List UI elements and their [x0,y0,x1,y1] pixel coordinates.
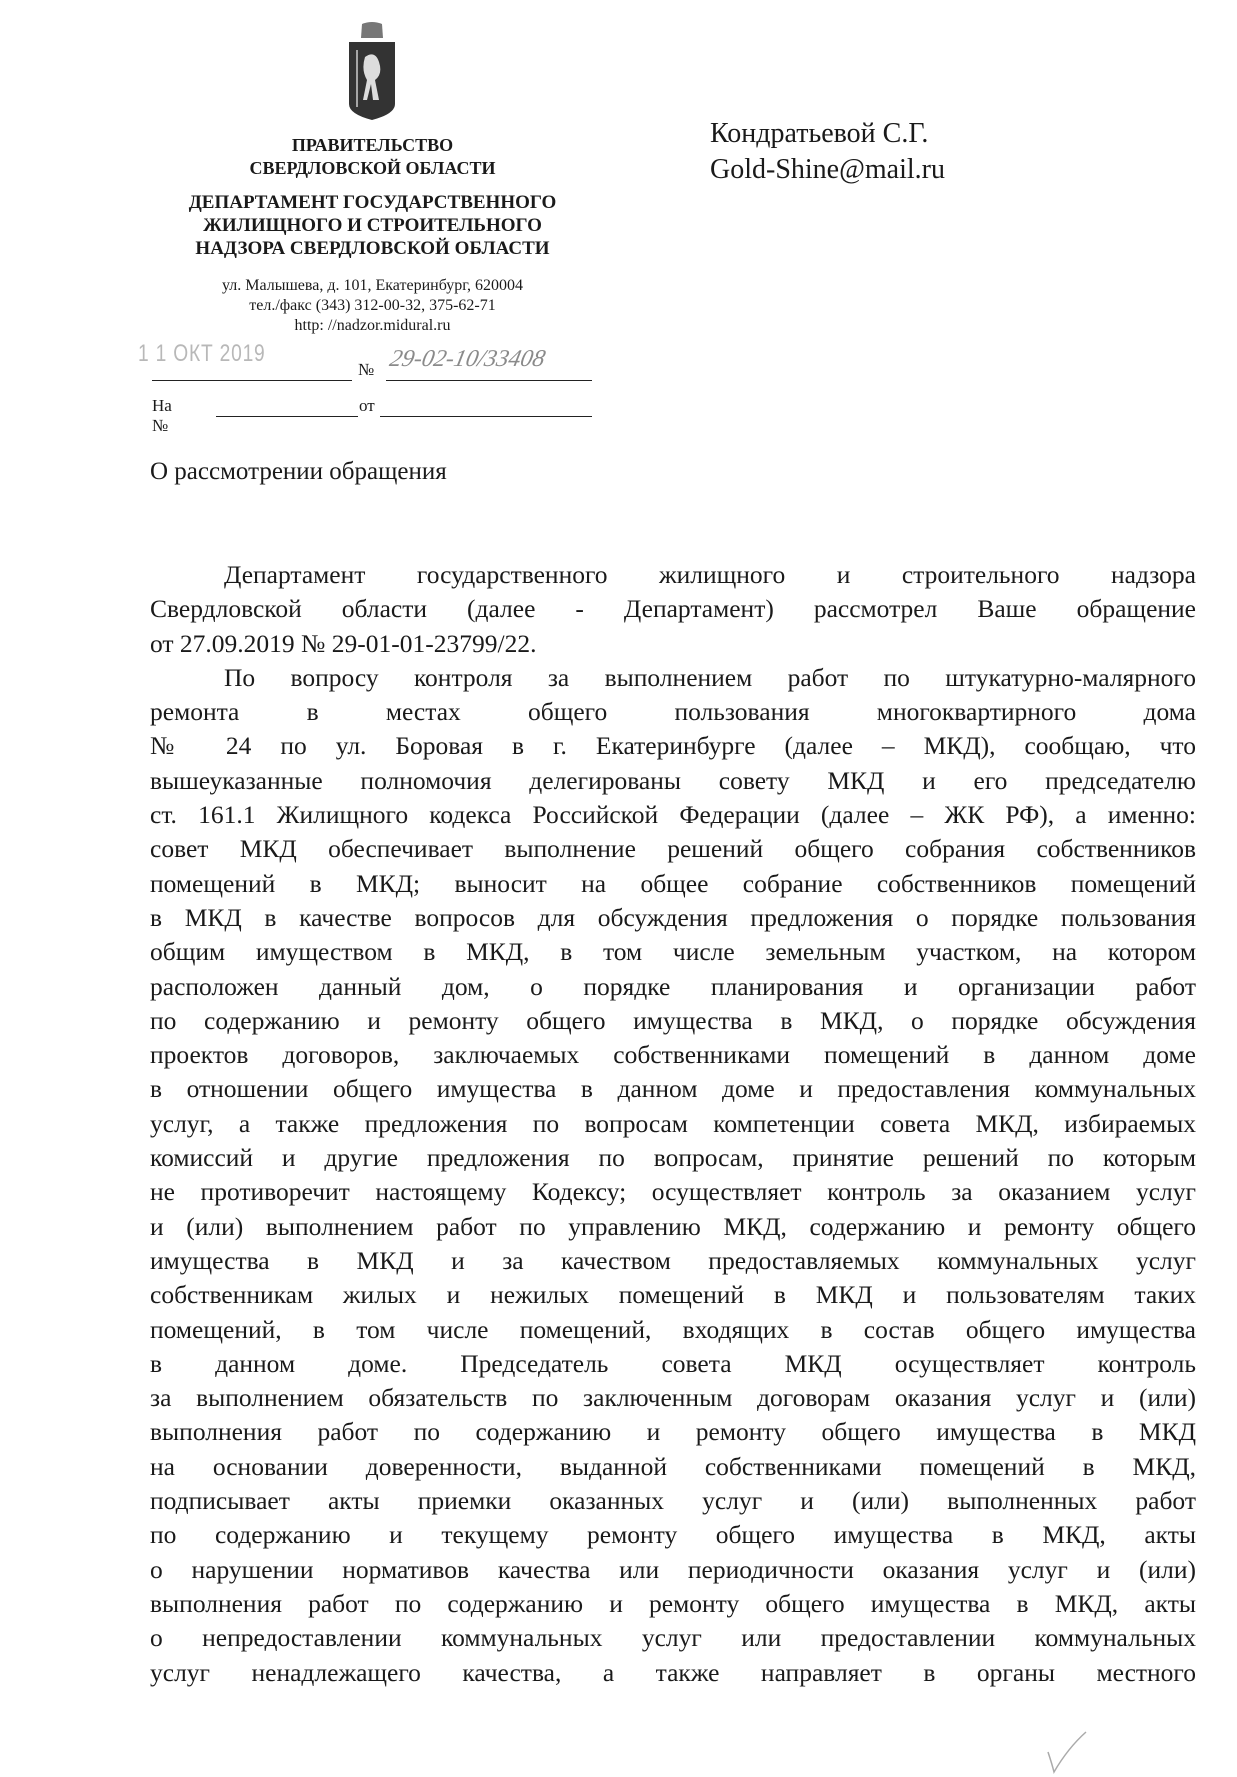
paragraph-line: совет МКД обеспечивает выполнение решений общего собрания собственников [150,834,1196,864]
from-date-underline [380,394,592,417]
dept-line: ЖИЛИЩНОГО И СТРОИТЕЛЬНОГО [203,215,542,236]
paragraph-line: на основании доверенности, выданной собственниками помещений в МКД, [150,1451,1196,1481]
paragraph-line: в отношении общего имущества в данном доме и предоставления коммунальных [150,1074,1196,1104]
paragraph-line: в данном доме. Председатель совета МКД осуществляет контроль [150,1348,1196,1378]
addressee-name: Кондратьевой С.Г. [710,118,929,149]
department-name [150,191,595,260]
website: http: //nadzor.midural.ru [294,317,451,334]
dept-line: ДЕПАРТАМЕНТ ГОСУДАРСТВЕННОГО [188,192,557,213]
reply-label: На № [152,396,172,435]
paragraph-line: проектов договоров, заключаемых собственниками помещений в данном доме [150,1040,1196,1070]
coat-of-arms-emblem [347,22,397,122]
paragraph-line: По вопросу контроля за выполнением работ по штукатурно-малярного [224,662,1196,692]
number-label: № [358,360,375,379]
reply-number-underline [216,394,358,417]
paragraph-line: услуг ненадлежащего качества, а также направляет в органы местного [150,1657,1196,1687]
paragraph-line: ремонта в местах общего пользования многоквартирного дома [150,697,1196,727]
addressee-email: Gold-Shine@mail.ru [710,154,945,185]
paragraph-line: и (или) выполнением работ по управлению МКД, содержанию и ремонту общего [150,1211,1196,1241]
registration-number-handwritten: 29-02-10/33408 [387,346,548,372]
department-contacts [150,276,595,336]
paragraph-line: за выполнением обязательств по заключенным договорам оказания услуг и (или) [150,1383,1196,1413]
paragraph-line: о нарушении нормативов качества или периодичности оказания услуг и (или) [150,1554,1196,1584]
paragraph-line: в МКД в качестве вопросов для обсуждения предложения о порядке пользования [150,902,1196,932]
paragraph-line: № 24 по ул. Боровая в г. Екатеринбурге (далее – МКД), сообщаю, что [150,731,1196,761]
gov-line: СВЕРДЛОВСКОЙ ОБЛАСТИ [249,158,496,178]
paragraph-line: комиссий и другие предложения по вопросам, принятие решений по которым [150,1143,1196,1173]
paragraph-line: выполнения работ по содержанию и ремонту общего имущества в МКД [150,1417,1196,1447]
paragraph-line: помещений в МКД; выносит на общее собрание собственников помещений [150,868,1196,898]
paragraph-line: Свердловской области (далее - Департамент) рассмотрел Ваше обращение [150,594,1196,624]
paragraph-line: расположен данный дом, о порядке планирования и организации работ [150,971,1196,1001]
addressee [710,116,945,188]
paragraph-line: ст. 161.1 Жилищного кодекса Российской Федерации (далее – ЖК РФ), а именно: [150,800,1196,830]
paragraph-line: по содержанию и текущему ремонту общего имущества в МКД, акты [150,1520,1196,1550]
paragraph-line: от 27.09.2019 № 29-01-01-23799/22. [150,628,537,658]
paragraph-line: имущества в МКД и за качеством предоставляемых коммунальных услуг [150,1245,1196,1275]
paragraph-line: подписывает акты приемки оказанных услуг и (или) выполненных работ [150,1486,1196,1516]
gov-line: ПРАВИТЕЛЬСТВО [291,135,454,155]
paragraph-line: вышеуказанные полномочия делегированы совету МКД и его председателю [150,765,1196,795]
from-label: от [359,396,375,415]
paragraph-line: Департамент государственного жилищного и строительного надзора [224,560,1196,589]
paragraph-line: собственникам жилых и нежилых помещений в МКД и пользователям таких [150,1280,1196,1310]
paragraph-line: помещений, в том числе помещений, входящих в состав общего имущества [150,1314,1196,1344]
paragraph-line: о непредоставлении коммунальных услуг или предоставлении коммунальных [150,1623,1196,1653]
checkmark-icon [1040,1730,1090,1775]
date-stamp: 1 1 ОКТ 2019 [138,340,266,367]
paragraph-line: выполнения работ по содержанию и ремонту общего имущества в МКД, акты [150,1588,1196,1618]
paragraph-line: по содержанию и ремонту общего имущества в МКД, о порядке обсуждения [150,1005,1196,1035]
dept-line: НАДЗОРА СВЕРДЛОВСКОЙ ОБЛАСТИ [195,238,550,259]
paragraph-line: общим имуществом в МКД, в том числе земельным участком, на котором [150,937,1196,967]
paragraph-line: не противоречит настоящему Кодексу; осуществляет контроль за оказанием услуг [150,1177,1196,1207]
paragraph-line: услуг, а также предложения по вопросам компетенции совета МКД, избираемых [150,1108,1196,1138]
date-underline [152,358,352,381]
government-name [150,134,595,180]
phone-fax: тел./факс (343) 312-00-32, 375-62-71 [249,297,496,314]
letter-body [150,558,1196,1690]
letter-subject: О рассмотрении обращения [150,458,447,485]
address: ул. Малышева, д. 101, Екатеринбург, 620004 [222,277,523,294]
